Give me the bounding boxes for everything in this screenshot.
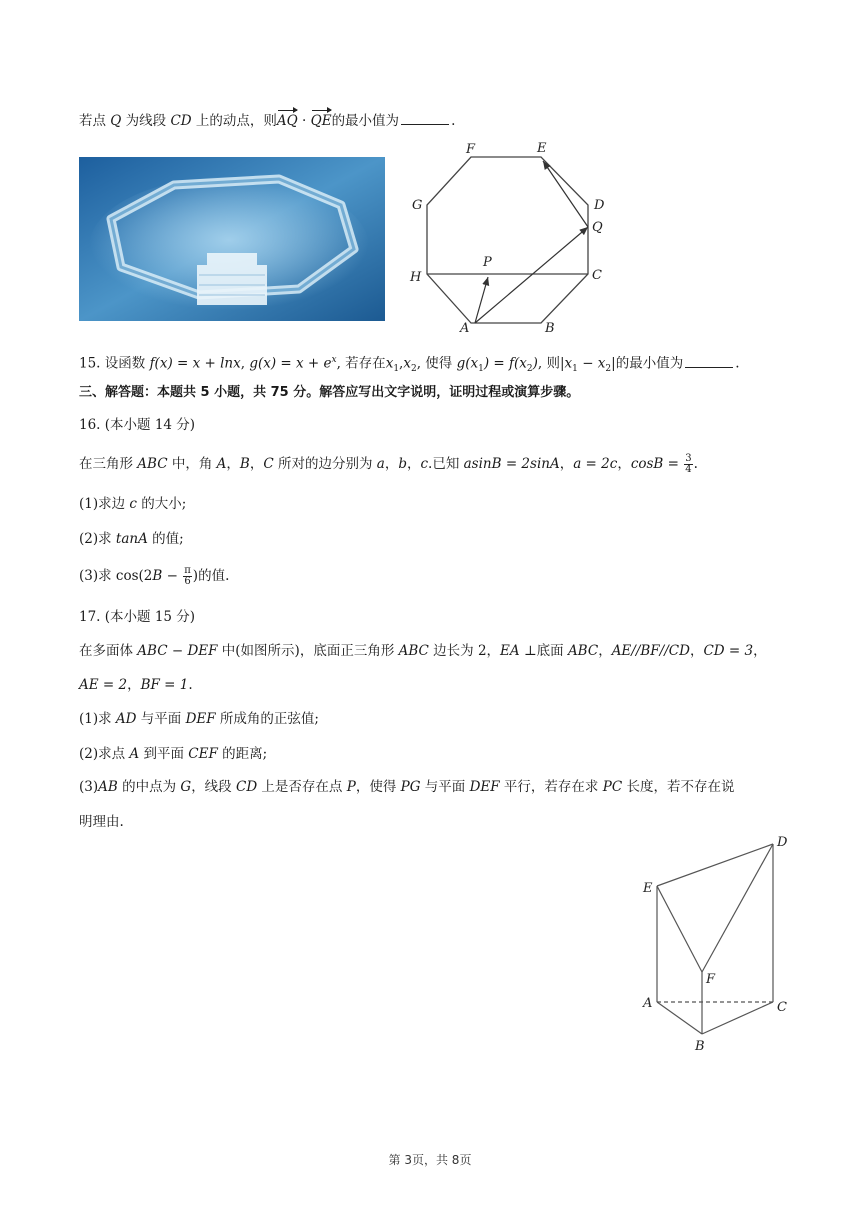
edge-ab [657,1002,702,1034]
text: ， [127,677,141,693]
math-expr: AE = 2 [79,677,128,693]
text: − [162,568,183,584]
math-var: PG [400,779,421,795]
math-expr: AE//BF//CD [611,643,690,659]
math-var: EA [500,643,520,659]
label-g: G [412,198,423,213]
text: ， [384,456,399,472]
math-expr: g(x [456,355,479,372]
math-var: AB [98,779,118,795]
text: ， [226,456,240,472]
text: (1)求 [79,711,116,727]
numerator: 3 [685,453,692,464]
subscript: 2 [526,364,533,375]
vector-aq [475,227,588,323]
label-d: D [594,198,605,213]
math-exp: x [331,355,337,365]
dot-operator: · [297,113,311,129]
math-var: b [398,456,407,472]
section-heading: 三、解答题：本题共 5 小题，共 75 分。解答应写出文字说明，证明过程或演算步骤。 [79,385,580,400]
label-d: D [777,835,788,850]
text: . [188,677,193,693]
q17-stem-line1 [79,641,767,661]
text: 的最小值为 [331,113,400,129]
q17-part1 [79,709,319,729]
math-var: Q [110,113,122,129]
text: 上的动点，则 [191,113,277,129]
math-var: DEF [469,779,500,795]
math-var: AD [115,711,137,727]
q16-part1 [79,494,186,514]
text: ， [753,643,767,659]
text: 长度，若不存在说 [622,779,735,795]
subscript: 2 [605,364,612,375]
label-e: E [537,141,547,156]
text: ，线段 [191,779,236,795]
math-expr: CD = 3 [703,643,754,659]
q15-line: 15. 设函数 f(x) = x + lnx, $g(x) = x + e^x$, 若存在$x_1,x_2$, 使得 $g(x_1) = f(x_2)$, 则$|x_1 - x_2|$的最小值为 . [79,355,740,375]
text: 上是否存在点 [257,779,347,795]
label-a: A [460,321,470,336]
math-var: B [152,568,163,584]
q16-part3 [79,566,229,587]
octagonal-building-photo [79,157,385,321]
math-var: x [385,355,394,372]
label-a: A [643,996,653,1011]
math-var: a [376,456,385,472]
text: , 使得 [416,355,457,372]
text: ， [249,456,264,472]
answer-blank[interactable] [401,111,449,125]
math-var: G [180,779,192,795]
text: . [451,113,456,129]
vector-qe [543,161,588,227]
vector-aq: AQ [276,113,298,129]
q17-header: 17. (本小题 15 分) [79,609,196,625]
edge-fd [702,844,773,972]
q17-stem-line2 [79,675,193,695]
math-var: PC [602,779,623,795]
math-expr: g(x) = x + e [249,355,332,372]
math-var: CEF [188,746,218,762]
numerator: π [184,565,191,576]
text: 的大小; [136,496,187,512]
text: (3) [79,779,99,795]
math-var: ABC [567,643,599,659]
label-c: C [777,1000,787,1015]
denominator: 6 [184,576,191,587]
octagon-outline [427,157,588,323]
text: 的中点为 [117,779,181,795]
text: 中(如图所示)，底面正三角形 [217,643,399,659]
label-b: B [695,1039,705,1054]
text: . [735,355,740,372]
math-expr: ) = f(x [483,355,527,372]
octagon-figure [398,136,628,336]
label-h: H [410,270,422,285]
text: 边长为 2， [428,643,501,659]
text: 所成角的正弦值; [215,711,319,727]
polyhedron-figure [632,828,802,1058]
text: .已知 [428,456,464,472]
edge-bc [702,1002,773,1034]
text: 与平面 [420,779,470,795]
math-expr: − x [577,355,606,372]
label-p: P [483,255,492,270]
text: 在多面体 [79,643,138,659]
math-var: ABC [398,643,429,659]
math-var: C [263,456,274,472]
text: 为线段 [121,113,171,129]
edge-ed [657,844,773,886]
text: 15. 设函数 [79,355,150,372]
denominator: 4 [685,464,692,475]
text: , 若存在 [336,355,386,372]
text: 在三角形 [79,456,138,472]
math-var: P [346,779,356,795]
text: ⊥底面 [519,643,568,659]
text: , [240,355,250,372]
text: ，使得 [355,779,401,795]
math-expr: asinB = 2sinA [463,456,560,472]
q14-tail-line [79,111,455,131]
text: ， [406,456,421,472]
subscript: 1 [393,364,400,375]
label-e: E [643,881,653,896]
text: 所对的边分别为 [273,456,377,472]
text: , 则| [537,355,565,372]
math-var: ABC [137,456,168,472]
edge-ef [657,886,702,972]
q16-header: 16. (本小题 14 分) [79,417,196,433]
math-var: x [564,355,573,372]
q16-part2 [79,529,184,549]
label-c: C [592,268,602,283]
page-footer: 第 3页，共 8页 [388,1153,472,1167]
math-expr: ) [532,355,538,372]
math-var: x [403,355,411,372]
text: (2)求 [79,531,116,547]
label-q: Q [592,220,603,235]
math-expr: tanA [115,531,148,547]
math-var: A [129,746,140,762]
text: (1)求边 [79,496,130,512]
q16-stem [79,454,698,475]
math-var: CD [235,779,258,795]
label-f: F [466,142,476,157]
text: 平行，若存在求 [499,779,603,795]
math-var: A [216,456,227,472]
math-var: B [239,456,250,472]
math-expr: BF = 1 [140,677,189,693]
q17-part3 [79,777,734,797]
text: 的距离; [217,746,268,762]
vector-qe: QE [310,113,332,129]
text: 若点 [79,113,111,129]
q17-part3-cont: 明理由. [79,814,124,830]
text: 的值; [147,531,184,547]
math-expr: cosB = [630,456,684,472]
text: ， [617,456,631,472]
text: ， [689,643,704,659]
q17-part2 [79,744,267,764]
vector-ap [475,277,488,323]
math-expr: a = 2c [573,456,618,472]
subscript: 1 [572,364,578,375]
text: (2)求点 [79,746,130,762]
math-var: DEF [185,711,216,727]
label-f: F [706,972,716,987]
text: ， [559,456,574,472]
math-expr: f(x) = x + lnx [149,355,241,372]
math-var: CD [170,113,192,129]
fraction-3-4 [684,454,692,475]
subscript: 2 [410,364,417,375]
text: (3)求 cos(2 [79,568,153,584]
text: 与平面 [136,711,186,727]
text: |的最小值为 [611,355,684,372]
label-b: B [545,321,555,336]
math-var: c [129,496,137,512]
text: 到平面 [139,746,189,762]
answer-blank[interactable] [685,354,733,368]
text: . [693,456,698,472]
text: ， [598,643,612,659]
text: 中，角 [167,456,217,472]
math-expr: ABC − DEF [137,643,218,659]
text: )的值. [192,568,230,584]
subscript: 1 [478,364,484,375]
fraction-pi-6 [183,566,192,587]
math-var: c [420,456,429,472]
